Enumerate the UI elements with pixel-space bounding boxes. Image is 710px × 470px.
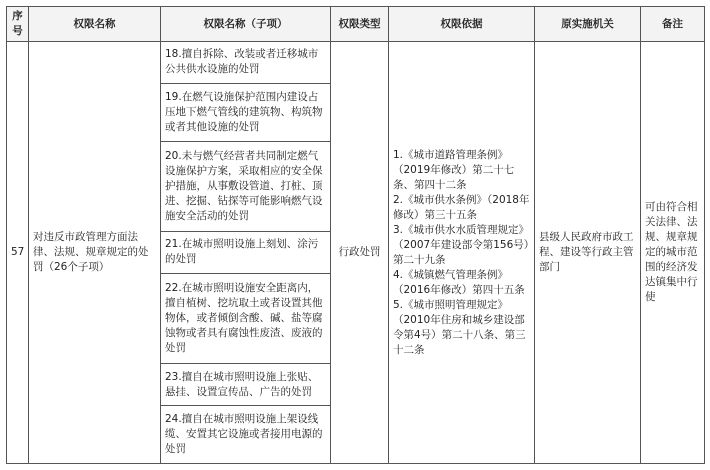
header-basis: 权限依据 xyxy=(389,7,535,42)
sub-item-cell: 23.擅自在城市照明设施上张贴、悬挂、设置宣传品、广告的处罚 xyxy=(161,364,331,406)
sub-item-cell: 18.擅自拆除、改装或者迁移城市公共供水设施的处罚 xyxy=(161,42,331,84)
sub-item-cell: 19.在燃气设施保护范围内建设占压地下燃气管线的建筑物、构筑物或者其他设施的处罚 xyxy=(161,83,331,141)
header-type: 权限类型 xyxy=(331,7,389,42)
header-row xyxy=(7,7,705,42)
power-name-cell: 对违反市政管理方面法律、法规、规章规定的处罚（26个子项） xyxy=(29,42,161,464)
sub-item-cell: 20.未与燃气经营者共同制定燃气设施保护方案，采取相应的安全保护措施，从事敷设管道、打桩、顶进、挖掘、钻探等可能影响燃气设施安全活动的处罚 xyxy=(161,141,331,231)
sub-item-cell: 24.擅自在城市照明设施上架设线缆、安置其它设施或者接用电源的处罚 xyxy=(161,405,331,463)
type-cell: 行政处罚 xyxy=(331,42,389,464)
sub-item-cell: 21.在城市照明设施上刻划、涂污的处罚 xyxy=(161,232,331,274)
basis-cell: 1.《城市道路管理条例》（2019年修改）第二十七条、第四十二条 2.《城市供水条例》（2018年修改）第三十五条 3.《城市供水水质管理规定》（2007年建设部令第156号）第二十九条 4.《城镇燃气管理条例》（2016年修改）第四十五条 5.《城市照明管理规定》（2010年住房和城乡建设部令第4号）第二十八条、第三十二条 xyxy=(389,42,535,464)
table-row xyxy=(7,42,705,84)
seq-cell: 57 xyxy=(7,42,29,464)
header-sub-item: 权限名称（子项） xyxy=(161,7,331,42)
powers-table xyxy=(6,6,705,464)
header-note: 备注 xyxy=(641,7,705,42)
sub-item-cell: 22.在城市照明设施安全距离内，擅自植树、挖坑取土或者设置其他物体，或者倾倒含酸、碱、盐等腐蚀物或者具有腐蚀性废渣、废液的处罚 xyxy=(161,273,331,363)
org-cell: 县级人民政府市政工程、建设等行政主管部门 xyxy=(535,42,641,464)
note-cell: 可由符合相关法律、法规、规章规定的城市范围的经济发达镇集中行使 xyxy=(641,42,705,464)
header-org: 原实施机关 xyxy=(535,7,641,42)
header-power-name: 权限名称 xyxy=(29,7,161,42)
header-seq: 序号 xyxy=(7,7,29,42)
